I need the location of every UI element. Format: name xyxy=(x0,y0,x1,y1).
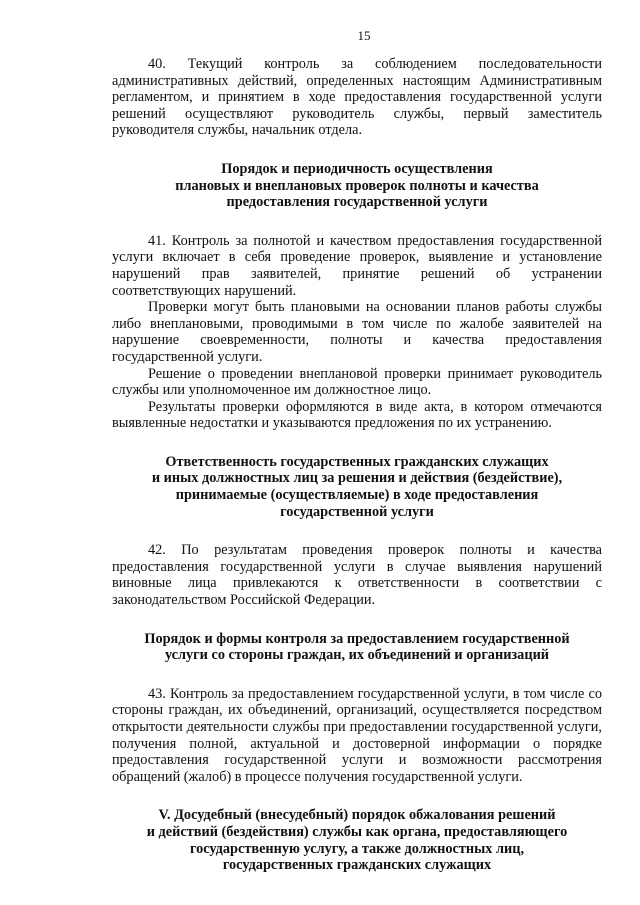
page-number: 15 xyxy=(357,28,371,43)
paragraph-41-results: Результаты проверки оформляются в виде акта, в котором отмечаются выявленные недостатки и указываются предложения по их устранению. xyxy=(112,398,602,432)
heading-responsibility xyxy=(112,454,602,520)
paragraph-41-inspections: Проверки могут быть плановыми на основании планов работы службы либо внеплановыми, проводимыми в том числе по жалобе заявителей на нарушение своевременности, полноты и качества предоставления государственной услуги. xyxy=(112,299,602,365)
heading-line: Ответственность государственных гражданских служащих xyxy=(165,453,549,470)
paragraph-42: 42. По результатам проведения проверок полноты и качества предоставления государственной услуги в случае выявления нарушений виновные лица привлекаются к ответственности в соответствии с законодательством Российской Федерации. xyxy=(112,542,602,609)
paragraph-40: 40. Текущий контроль за соблюдением последовательности административных действий, определенных настоящим Административным регламентом, и принятием в ходе предоставления государственной услуги решений осуществляют руководитель службы, первый заместитель руководителя службы, начальник отдела. xyxy=(112,56,602,139)
heading-line: и иных должностных лиц за решения и действия (бездействие), xyxy=(151,470,563,487)
heading-line: предоставления государственной услуги xyxy=(226,194,488,211)
heading-line: государственных гражданских служащих xyxy=(222,857,492,874)
heading-line: Порядок и периодичность осуществления xyxy=(221,160,493,177)
heading-line: принимаемые (осуществляемые) в ходе предоставления xyxy=(175,487,539,504)
heading-line: Порядок и формы контроля за предоставлением государственной xyxy=(144,630,570,647)
paragraph-41: 41. Контроль за полнотой и качеством предоставления государственной услуги включает в себя проведение проверок, выявление и установление нарушений прав заявителей, принятие решений об устранении соответствующих нарушений. xyxy=(112,232,602,299)
heading-line: и действий (бездействия) службы как органа, предоставляющего xyxy=(146,823,568,840)
heading-line: плановых и внеплановых проверок полноты и качества xyxy=(175,177,539,194)
heading-control-forms xyxy=(112,631,602,664)
heading-line: услуги со стороны граждан, их объединений и организаций xyxy=(164,647,550,664)
heading-line: государственную услугу, а также должностных лиц, xyxy=(189,840,525,857)
heading-line: V. Досудебный (внесудебный) порядок обжалования решений xyxy=(158,807,556,824)
paragraph-43: 43. Контроль за предоставлением государственной услуги, в том числе со стороны граждан, их объединений, организаций, осуществляется посредством открытости деятельности службы при предоставлении государственной услуги, получения полной, актуальной и достоверной информации о порядке предоставления государственной услуги и возможности рассмотрения обращений (жалоб) в процессе получения государственной услуги. xyxy=(112,685,602,785)
paragraph-41-decision: Решение о проведении внеплановой проверки принимает руководитель службы или уполномоченное им должностное лицо. xyxy=(112,365,602,399)
heading-section-v xyxy=(112,807,602,873)
heading-inspection-procedure xyxy=(112,161,602,211)
heading-line: государственной услуги xyxy=(280,503,434,520)
